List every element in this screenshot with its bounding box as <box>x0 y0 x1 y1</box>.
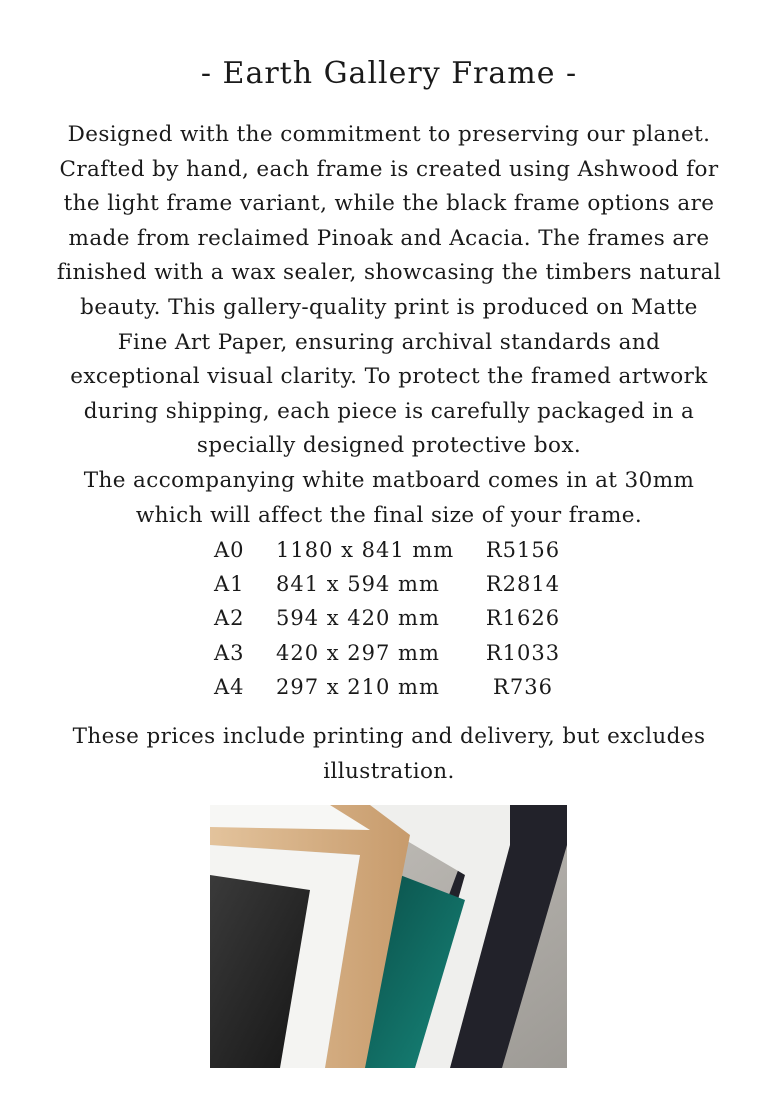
size-dimensions: 297 x 210 mm <box>276 674 440 699</box>
page-title: - Earth Gallery Frame - <box>200 56 578 91</box>
table-row <box>210 601 580 635</box>
table-row <box>210 636 580 670</box>
size-dimensions: 594 x 420 mm <box>276 606 440 631</box>
size-dimensions: 1180 x 841 mm <box>276 538 455 562</box>
size-code: A2 <box>214 606 245 631</box>
size-price: R5156 <box>485 538 561 562</box>
description-line: The accompanying white matboard comes in at 30mm <box>83 467 695 493</box>
size-price: R736 <box>493 674 553 699</box>
size-code: A3 <box>214 640 245 665</box>
size-dimensions: 420 x 297 mm <box>276 640 440 665</box>
note-line: These prices include printing and delivery, but excludes <box>72 724 706 749</box>
frame-illustration <box>210 805 567 1068</box>
description-line: which will affect the final size of your frame. <box>135 502 643 528</box>
description-line: Designed with the commitment to preserving our planet. <box>67 122 711 147</box>
description-line: Crafted by hand, each frame is created using Ashwood for <box>59 156 719 182</box>
size-price-table <box>210 533 580 704</box>
description-line: beauty. This gallery-quality print is produced on Matte <box>80 294 698 320</box>
note-line: illustration. <box>323 758 455 784</box>
description-line: exceptional visual clarity. To protect the framed artwork <box>70 364 708 390</box>
size-code: A1 <box>214 572 245 597</box>
description-line: specially designed protective box. <box>196 433 582 459</box>
description-line: Fine Art Paper, ensuring archival standards and <box>117 329 661 355</box>
table-row <box>210 533 580 567</box>
size-code: A0 <box>214 538 245 562</box>
description-line: during shipping, each piece is carefully packaged in a <box>83 398 695 424</box>
size-code: A4 <box>214 674 245 699</box>
product-description <box>40 118 738 533</box>
pricing-note <box>40 720 738 789</box>
frame-corners-photo <box>210 805 567 1068</box>
table-row <box>210 567 580 601</box>
size-price: R2814 <box>485 572 561 597</box>
size-price: R1626 <box>485 606 561 631</box>
size-price: R1033 <box>485 640 561 665</box>
description-line: the light frame variant, while the black frame options are <box>63 191 715 217</box>
size-dimensions: 841 x 594 mm <box>276 572 440 597</box>
description-line: made from reclaimed Pinoak and Acacia. The frames are <box>68 225 710 251</box>
table-row <box>210 670 580 704</box>
description-line: finished with a wax sealer, showcasing the timbers natural <box>56 260 722 286</box>
